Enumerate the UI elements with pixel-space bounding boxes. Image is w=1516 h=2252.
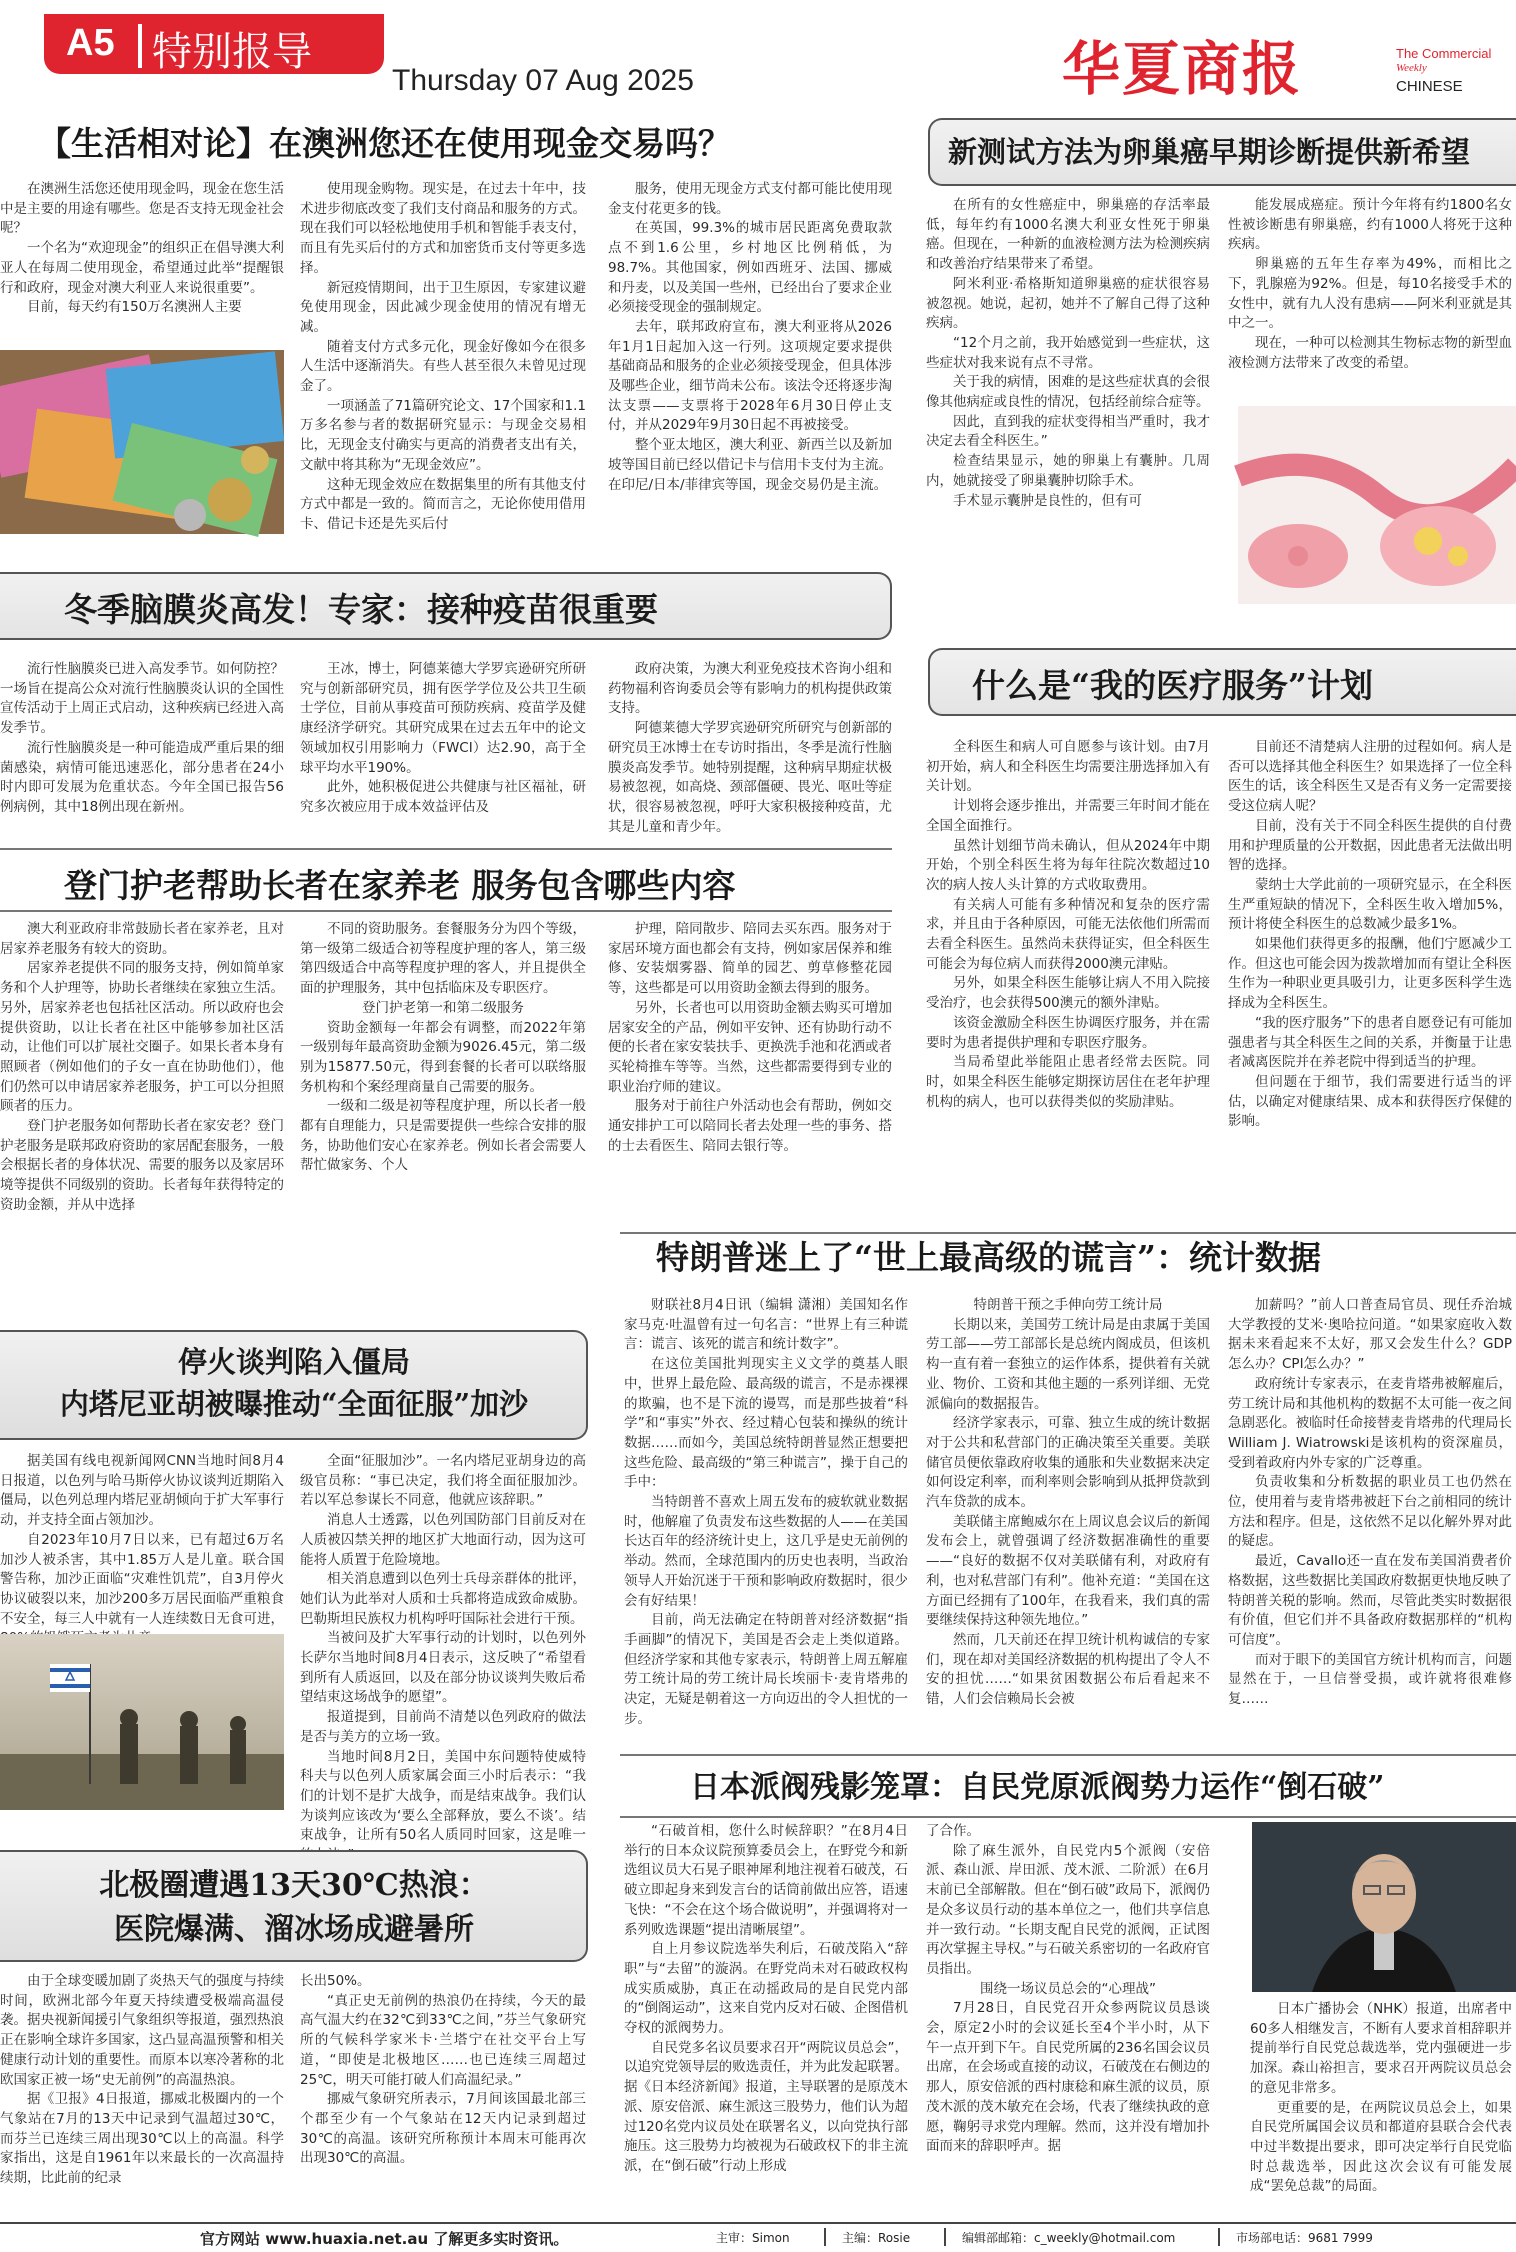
article-stats-title: 特朗普迷上了“世上最高级的谎言”：统计数据 <box>656 1238 1321 1277</box>
footer-editor: 主审：Simon <box>716 2231 790 2245</box>
paragraph: 长出50%。 <box>300 1973 371 1989</box>
paragraph: 现在，一种可以检测其生物标志物的新型血液检测方法带来了改变的希望。 <box>1228 334 1512 371</box>
paragraph: 登门护老第一和第二级服务 <box>362 999 524 1016</box>
paragraph: 如果他们获得更多的报酬，他们宁愿减少工作。但这也可能会因为拨款增加而有望让全科医生作为一种职业更具吸引力，让更多医科学生选择成为全科医生。 <box>1228 936 1512 1012</box>
paragraph: 登门护老服务如何帮助长者在家安老？登门护老服务是联邦政府资助的家居配套服务，一般会根据长者的身体状况、需要的服务以及家居环境等提供不同级别的资助。长者每年获得特定的资助金额，并从中选择 <box>0 1118 284 1213</box>
paragraph: 当地时间8月2日，美国中东问题特使威特科夫与以色列人质家属会面三小时后表示：“我们的计划不是扩大战争，而是结束战争。我们认为谈判应该改为‘要么全部释放，要么不谈’。结束战争，让所有50名人质同时回家，这是唯一 <box>300 1748 586 1844</box>
article-meningitis-col-3 <box>608 660 892 838</box>
paragraph: 在所有的女性癌症中，卵巢癌的存活率最低，每年约有1000名澳大利亚女性死于卵巢癌。但现在，一种新的血液检测方法为检测疾病和改善治疗结果带来了希望。 <box>926 197 1210 273</box>
paragraph: 这种无现金效应在数据集里的所有其他支付方式中都是一致的。简而言之，无论你使用借用卡、借记卡还是先买后付 <box>300 476 586 532</box>
paragraph: 在这位美国批判现实主义文学的奠基人眼中，世界上最危险、最高级的谎言，不是赤裸裸的欺骗，也不是下流的谩骂，而是那些披着“科学”和“事实”外衣、经过精心包装和操纵的统计数据……而如今，美国总统特朗普显然正想要把这些危险、最高级的“第三种谎言”，操于自己的手中： <box>624 1356 908 1491</box>
politician-photo <box>1252 1822 1516 1992</box>
article-homecare-rule-top <box>0 848 892 850</box>
paragraph: 整个亚太地区，澳大利亚、新西兰以及新加坡等国目前已经以借记卡与信用卡支付为主流。在印尼/日本/菲律宾等国，现金交易仍是主流。 <box>608 437 892 493</box>
ovary-illustration <box>1238 406 1516 604</box>
paragraph: 一级和二级是初等程度护理，所以长者一般都有自理能力，只是需要提供一些综合安排的服务，协助他们安心在家养老。例如长者会需要人帮忙做家务、个人 <box>300 1098 586 1174</box>
paragraph: 在澳洲生活您还使用现金吗，现金在您生活中是主要的用途有哪些。您是否支持无现金社会呢？ <box>0 181 284 237</box>
paragraph: 自上月参议院选举失利后，石破茂陷入“辞职”与“去留”的漩涡。在野党尚未对石破政权构成实质威胁，真正在动摇政局的是自民党内部的“倒阁运动”，这来自党内反对石破、企图借机夺权的派阀势力。 <box>624 1941 908 2037</box>
paragraph: 当局希望此举能阻止患者经常去医院。同时，如果全科医生能够定期探访居住在老年护理机构的病人，也可以获得类似的奖励津贴。 <box>926 1054 1210 1110</box>
paragraph: 当被问及扩大军事行动的计划时，以色列外长萨尔当地时间8月4日表示，这反映了“希望看到所有人质返回，以及在部分协议谈判失败后希望结束这场战争的愿望”。 <box>300 1630 586 1706</box>
article-medicare-title: 什么是“我的医疗服务”计划 <box>972 666 1373 705</box>
paragraph: 随着支付方式多元化，现金好像如今在很多人生活中逐渐消失。有些人甚至很久未曾见过现金了。 <box>300 338 586 395</box>
article-japan-rule-top <box>620 1754 1516 1756</box>
paragraph: 有关病人可能有多种情况和复杂的医疗需求，并且由于各种原因，可能无法依他们所需而去看全科医生。虽然尚未获得证实，但全科医生可能会为每位病人而获得2000澳元津贴。 <box>926 896 1210 972</box>
paragraph: 新冠疫情期间，出于卫生原因，专家建议避免使用现金，因此减少现金使用的情况有增无减。 <box>300 279 586 335</box>
paragraph: 虽然计划细节尚未确认，但从2024年中期开始，个别全科医生将为每年往院次数超过10次的病人按人头计算的方式收取费用。 <box>926 837 1210 893</box>
paragraph: 据《卫报》4日报道，挪威北极圈内的一个气象站在7月的13天中记录到气温超过30℃，而芬兰已连续三周出现30℃以上的高温。科学家指出，这是自1961年以来最长的一次高温持续期，比此前的纪录 <box>0 2091 284 2187</box>
paragraph: 全面“征服加沙”。一名内塔尼亚胡身边的高级官员称：“事已决定，我们将全面征服加沙。若以军总参谋长不同意，他就应该辞职。” <box>300 1453 586 1509</box>
paragraph: 围绕一场议员总会的“心理战” <box>980 1980 1156 1997</box>
paragraph: 美联储主席鲍威尔在上周议息会议后的新闻发布会上，就曾强调了经济数据准确性的重要——“良好的数据不仅对美联储有利，对政府有利，也对私营部门有利”。他补充道：“美国在这方面已经拥有了100年，在我看来，我们真的需要继续保持这种领先地位。” <box>926 1513 1210 1629</box>
paragraph: 最近，Cavallo还一直在发布美国消费者价格数据，这些数据比美国政府数据更快地反映了特朗普关税的影响。然而，尽管此类实时数据很有价值，但它们并不具备政府数据那样的“机构可信度”。 <box>1228 1553 1512 1648</box>
article-ovarian-col-2 <box>1228 196 1512 396</box>
paragraph: 另外，长者也可以用资助金额去购买可增加居家安全的产品，例如平安钟、还有协助行动不便的长者在家安装扶手、更换洗手池和花洒或者买轮椅推车等等。当然，这些都需要得到专业的职业治疗师的建议。 <box>608 999 892 1095</box>
article-japan-col-2 <box>926 1822 1210 2216</box>
paragraph: 自民党多名议员要求召开“两院议员总会”，以追究党领导层的败选责任，并为此发起联署。据《日本经济新闻》报道，主导联署的是原茂木派、原安倍派、麻生派这三股势力，他们认为超过120名党内议员处在联署名义，以向党执行部施压。这三股势力均被视为石破政权下的非主流派，在“倒石破”行动上形成 <box>624 2039 908 2174</box>
paragraph: 长期以来，美国劳工统计局是由隶属于美国劳工部——劳工部部长是总统内阁成员，但该机构一直有着一套独立的运作体系，提供着有关就业、物价、工资和其他主题的一系列详细、无党派偏向的数据报告。 <box>926 1316 1210 1412</box>
paragraph: 挪威气象研究所表示，7月间该国最北部三个郡至少有一个气象站在12天内记录到超过30℃的高温。该研究所称预计本周末可能再次出现30℃的高温。 <box>300 2091 586 2167</box>
paragraph: 除了麻生派外，自民党内5个派阀（安倍派、森山派、岸田派、茂木派、二阶派）在6月末前已全部解散。但在“倒石破”政局下，派阀仍是众多议员行动的基本单位之一，他们共享信息并一致行动。“长期支配自民党的派阀，正试图再次掌握主导权。”与石破关系密切的一名政府官员指出。 <box>926 1842 1210 1977</box>
footer-email: 编辑部邮箱：c_weekly@hotmail.com <box>962 2231 1176 2245</box>
paragraph: 卵巢癌的五年生存率为49%，而相比之下，乳腺癌为92%。但是，每10名接受手术的女性中，就有九人没有患病——阿米利亚就是其中之一。 <box>1228 256 1512 332</box>
section-page-number: A5 <box>66 22 115 64</box>
paragraph: 政府统计专家表示，在麦肯塔弗被解雇后，劳工统计局和其他机构的数据不太可能一夜之间急剧恶化。被临时任命接替麦肯塔弗的代理局长William J. Wiatrowski是该机构的资深雇员，受到着政府内外专家的广泛尊重。 <box>1228 1375 1512 1471</box>
paragraph: 特朗普干预之手伸向劳工统计局 <box>973 1297 1163 1313</box>
paragraph: 检查结果显示，她的卵巢上有囊肿。几周内，她就接受了卵巢囊肿切除手术。 <box>926 453 1210 489</box>
masthead-en-1: The Commercial <box>1396 46 1492 61</box>
paragraph: 该资金激励全科医生协调医疗服务，并在需要时为患者提供护理和专职医疗服务。 <box>926 1014 1210 1051</box>
soldiers-photo <box>0 1634 284 1810</box>
paragraph: 流行性脑膜炎是一种可能造成严重后果的细菌感染，病情可能迅速恶化，部分患者在24小时内即可发展为危重状态。今年全国已报告56例病例，其中18例出现在新州。 <box>0 739 284 815</box>
paragraph: 然而，几天前还在捍卫统计机构诚信的专家们，现在却对美国经济数据的机构提出了令人不安的担忧……“如果贫困数据公布后看起来不错，人们会信赖局长会被 <box>926 1631 1210 1708</box>
article-medicare-col-2 <box>1228 738 1512 1316</box>
masthead-logo <box>1062 22 1502 102</box>
paragraph: 流行性脑膜炎已进入高发季节。如何防控？一场旨在提高公众对流行性脑膜炎认识的全国性宣传活动于上周正式启动，这种疾病已经进入高发季节。 <box>0 661 284 737</box>
footer-website: 官方网站 www.huaxia.net.au 了解更多实时资讯。 <box>200 2230 569 2248</box>
paragraph: 计划将会逐步推出，并需要三年时间才能在全国全面推行。 <box>926 798 1210 834</box>
paragraph: 澳大利亚政府非常鼓励长者在家养老，且对居家养老服务有较大的资助。 <box>0 921 284 957</box>
paragraph: 目前，尚无法确定在特朗普对经济数据“指手画脚”的情况下，美国是否会走上类似道路。但经济学家和其他专家表示，特朗普上周五解雇劳工统计局的劳工统计局长埃丽卡·麦肯塔弗的决定，无疑是朝着这一方向迈出的令人担忧的一步。 <box>624 1612 908 1727</box>
section-name: 特别报导 <box>152 29 312 75</box>
article-cash-col-1 <box>0 180 284 340</box>
article-heat-title-1: 北极圈遭遇13天30℃热浪： <box>99 1868 489 1903</box>
paragraph: 一个名为“欢迎现金”的组织正在倡导澳大利亚人在每周二使用现金，希望通过此举“提醒银行和政府，现金对澳大利亚人来说很重要”。 <box>0 240 284 296</box>
ovary-drawing <box>1238 406 1516 604</box>
paragraph: 自2023年10月7日以来，已有超过6万名加沙人被杀害，其中1.85万人是儿童。联合国警告称，加沙正面临“灾难性饥荒”，自3月停火协议破裂以来，加沙200多万居民面临严重粮食不安全，每三人中就有一人连续数日无食可进， <box>0 1531 284 1627</box>
article-japan-title: 日本派阀残影笼罩：自民党原派阀势力运作“倒石破” <box>690 1770 1385 1805</box>
paragraph: 因此，直到我的症状变得相当严重时，我才决定去看全科医生。” <box>926 413 1210 450</box>
paragraph: “我的医疗服务”下的患者自愿登记有可能加强患者与其全科医生之间的关系，并衡量于让患者减离医院并在养老院中得到适当的护理。 <box>1228 1014 1512 1071</box>
footer-phone: 市场部电话：9681 7999 <box>1236 2231 1373 2245</box>
paragraph: “真正史无前例的热浪仍在持续，今天的最高气温大约在32℃到33℃之间，”芬兰气象研究所的气候科学家米卡·兰塔宁在社交平台上写道，“即使是北极地区……也已连续三周超过25℃，明天可能打破人们高温纪录。” <box>300 1992 586 2088</box>
banknotes-photo <box>0 350 284 534</box>
paragraph: 在英国，99.3%的城市居民距离免费取款点不到1.6公里，乡村地区比例稍低，为98.7%。其他国家，例如西班牙、法国、挪威和丹麦，以及美国一些州，已经出台了要求企业必须接受现金的强制规定。 <box>608 220 892 316</box>
article-medicare-col-1 <box>926 738 1210 1316</box>
paragraph: 目前，每天约有150万名澳洲人主要 <box>27 299 242 316</box>
paragraph: 加薪吗？”前人口普查局官员、现任乔治城大学教授的艾米·奥哈拉问道。“如果家庭收入数据未来看起来不太好，那又会发生什么？GDP怎么办？CPI怎么办？” <box>1228 1297 1512 1373</box>
article-japan-rule-bottom <box>620 1816 1516 1818</box>
article-stats-col-1 <box>624 1296 908 1727</box>
article-stats-col-3 <box>1228 1296 1512 1708</box>
paragraph: 使用现金购物。现实是，在过去十年中，技术进步彻底改变了我们支付商品和服务的方式。现在我们可以轻松地使用手机和智能手表支付，而且有先买后付的方式和加密货币支付等更多选择。 <box>300 181 586 276</box>
article-homecare-title: 登门护老帮助长者在家养老 服务包含哪些内容 <box>64 866 736 905</box>
paragraph: 服务，使用无现金方式支付都可能比使用现金支付花更多的钱。 <box>608 181 892 217</box>
article-homecare-rule-bottom <box>0 910 892 912</box>
paragraph: 目前还不清楚病人注册的过程如何。病人是否可以选择其他全科医生？如果选择了一位全科医生的话，该全科医生又是否有义务一定需要接受这位病人呢？ <box>1228 739 1512 815</box>
article-gaza-title-2: 内塔尼亚胡被曝推动“全面征服”加沙 <box>59 1387 529 1421</box>
paragraph: 报道提到，目前尚不清楚以色列政府的做法是否与美方的立场一致。 <box>300 1709 586 1745</box>
paragraph: 去年，联邦政府宣布，澳大利亚将从2026年1月1日起加入这一行列。这项规定要求提供基础商品和服务的企业必须接受现金，但具体涉及哪些企业，细节尚未公布。该法令还将逐步淘汰支票——支票将于2028年6月30日停止支付，并从2029年9月30日起不再被接受。 <box>608 318 892 434</box>
footer-chief: 主编：Rosie <box>842 2231 911 2245</box>
politician-drawing <box>1252 1822 1516 1992</box>
article-meningitis-title: 冬季脑膜炎高发！专家：接种疫苗很重要 <box>64 590 658 629</box>
paragraph: 全科医生和病人可自愿参与该计划。由7月初开始，病人和全科医生均需要注册选择加入有关计划。 <box>926 739 1210 795</box>
masthead-cn: 华夏商报 <box>1062 35 1303 103</box>
paragraph: 资助金额每一年都会有调整，而2022年第一级别每年最高资助金额为9026.45元，第二级别为15877.50元，得到套餐的长者可以联络服务机构和个案经理商量自己需要的服务。 <box>300 1019 586 1095</box>
section-divider <box>138 24 142 68</box>
article-ovarian-col-1 <box>926 196 1210 606</box>
paragraph: 当特朗普不喜欢上周五发布的疲软就业数据时，他解雇了负责发布这些数据的人——在美国长达百年的经济统计史上，这几乎是史无前例的举动。然而，全球范围内的历史也表明，当政治领导人开始沉迷于干预和影响政府数据时，很少会有好结果！ <box>624 1494 908 1609</box>
article-ovarian-title: 新测试方法为卵巢癌早期诊断提供新希望 <box>948 135 1471 169</box>
paragraph: 另外，如果全科医生能够让病人不用入院接受治疗，也会获得500澳元的额外津贴。 <box>926 975 1210 1012</box>
article-japan-col-1 <box>624 1822 908 2216</box>
footer-sep-1 <box>824 2228 826 2246</box>
paragraph: 经济学家表示，可靠、独立生成的统计数据对于公共和私营部门的正确决策至关重要。美联储官员便依靠政府收集的通胀和失业数据来决定如何设定利率，而利率则会影响到从抵押贷款到汽车贷款的成本。 <box>926 1415 1210 1511</box>
paragraph: 更重要的是，在两院议员总会上，如果自民党所属国会议员和都道府县联合会代表中过半数提出要求，即可决定举行自民党临时总裁选举，因此这次会议有可能发展成“罢免总裁”的局面。 <box>1250 2099 1512 2195</box>
article-cash-col-2 <box>300 180 586 530</box>
paragraph: 目前，没有关于不同全科医生提供的自付费用和护理质量的公开数据，因此患者无法做出明智的选择。 <box>1228 817 1512 874</box>
article-homecare-col-2 <box>300 920 586 1316</box>
paragraph: 而对于眼下的美国官方统计机构而言，问题显然在于，一旦信誉受损，或许就将很难修复…… <box>1228 1651 1512 1708</box>
photo-caption: 日本广播协会（NHK）报道，出席者中60多人相继发言，不断有人要求首相辞职并提前举行自民党总裁选举，党内强硬进一步加深。森山裕担言，要求召开两院议员总会的意见非常多。 <box>1250 2001 1512 2096</box>
soldiers-drawing <box>0 1634 284 1810</box>
paragraph: 居家养老提供不同的服务支持，例如简单家务和个人护理等，协助长者继续在家独立生活。另外，居家养老也包括社区活动。所以政府也会提供资助，以让长者在社区中能够参加社区活动，让他们可以扩展社交圈子。如果长者本身有照顾者（例如他们的子女一直在协助他们），他们仍然可以申请居家养老服务，护工可以分担照顾者的压力。 <box>0 960 284 1115</box>
article-meningitis-col-2 <box>300 660 586 838</box>
paragraph: 能发展成癌症。预计今年将有约1800名女性被诊断患有卵巢癌，约有1000人将死于这种疾病。 <box>1228 197 1512 253</box>
masthead-en-2: Weekly <box>1396 62 1427 74</box>
article-heat-col-1 <box>0 1972 284 2216</box>
footer-sep-2 <box>944 2228 946 2246</box>
footer-sep-3 <box>1218 2228 1220 2246</box>
issue-date: Thursday 07 Aug 2025 <box>392 64 694 97</box>
paragraph: 蒙纳士大学此前的一项研究显示，在全科医生严重短缺的情况下，全科医生收入增加5%，预计将使全科医生的总数减少最多1%。 <box>1228 876 1512 933</box>
paragraph: 由于全球变暖加剧了炎热天气的强度与持续时间，欧洲北部今年夏天持续遭受极端高温侵袭。据央视新闻援引气象组织等报道，强烈热浪正在影响全球许多国家，这凸显高温预警和相关健康行动计划的重要性。而原本以寒冷著称的北欧国家正被一场“史无前例”的高温热浪。 <box>0 1973 284 2088</box>
paragraph: 此外，她积极促进公共健康与社区福祉，研究多次被应用于成本效益评估及 <box>300 779 586 815</box>
paragraph: 政府决策，为澳大利亚免疫技术咨询小组和药物福利咨询委员会等有影响力的机构提供政策支持。 <box>608 661 892 717</box>
footer-rule <box>0 2222 1516 2224</box>
article-gaza-col-1-body <box>0 1452 284 1627</box>
paragraph: 相关消息遭到以色列士兵母亲群体的批评，她们认为此举对人质和士兵都将造成致命威胁。巴勒斯坦民族权力机构呼吁国际社会进行干预。 <box>300 1571 586 1627</box>
paragraph: 手术显示囊肿是良性的，但有可 <box>953 492 1142 509</box>
paragraph: 关于我的病情，困难的是这些症状真的会很像其他病症或良性的情况，包括经前综合症等。 <box>926 374 1210 411</box>
article-japan-col-3 <box>1250 2000 1512 2216</box>
paragraph: 阿米利亚·希格斯知道卵巢癌的症状很容易被忽视。她说，起初，她并不了解自己得了这种疾病。 <box>926 275 1210 332</box>
article-heat-col-2 <box>300 1972 586 2216</box>
paragraph: 王冰，博士，阿德莱德大学罗宾逊研究所研究与创新部研究员，拥有医学学位及公共卫生硕士学位，目前从事疫苗可预防疾病、疫苗学及健康经济学研究。其研究成果在过去五年中的论文领域加权引用影响力（FWCI）达2.90，高于全球平均水平190%。 <box>300 661 586 776</box>
article-cash-col-3 <box>608 180 892 530</box>
paragraph: “石破首相，您什么时候辞职？”在8月4日举行的日本众议院预算委员会上，在野党今和新选组议员大石晃子眼神犀利地注视着石破茂，石破立即起身来到发言台的话筒前做出应答，语速飞快：“不会在这个场合做说明”，并强调将对一系列败选课题“提出清晰展望”。 <box>624 1823 908 1938</box>
banknotes-illustration <box>0 350 284 534</box>
paragraph: 7月28日，自民党召开众参两院议员恳谈会，原定2小时的会议延长至4个半小时，从下午一点开到下午。自民党所属的236名国会议员出席，在会场或直接的动议，石破茂在右侧边的那人，原安倍派的西村康稔和麻生派的议员，原茂木派的茂木敏充在会场，代表了继续执政的意愿，鞠躬寻求党内理解。然而，这并没有增加扑面而来的辞职呼声。据 <box>926 2000 1210 2155</box>
paragraph: 服务对于前往户外活动也会有帮助，例如交通安排护工可以陪同长者去处理一些的事务、搭的士去看医生、陪同去银行等。 <box>608 1098 892 1154</box>
article-meningitis-col-1 <box>0 660 284 838</box>
paragraph: 负责收集和分析数据的职业员工也仍然在位，使用着与麦肯塔弗被赶下台之前相同的统计方法和程序。但是，这依然不足以化解外界对此的疑虑。 <box>1228 1474 1512 1550</box>
article-gaza-col-2 <box>300 1452 586 1844</box>
paragraph: 但问题在于细节，我们需要进行适当的评估，以确定对健康结果、成本和获得医疗保健的影响。 <box>1228 1073 1512 1130</box>
paragraph: 消息人士透露，以色列国防部门目前反对在人质被囚禁关押的地区扩大地面行动，因为这可能将人质置于危险境地。 <box>300 1512 586 1568</box>
article-stats-col-2 <box>926 1296 1210 1708</box>
paragraph: 财联社8月4日讯（编辑 潇湘）美国知名作家马克·吐温曾有过一句名言：“世界上有三种谎言：谎言、该死的谎言和统计数字”。 <box>624 1297 908 1353</box>
article-cash-title: 【生活相对论】在澳洲您还在使用现金交易吗？ <box>38 124 731 163</box>
paragraph: 据美国有线电视新闻网CNN当地时间8月4日报道，以色列与哈马斯停火协议谈判近期陷入僵局，以色列总理内塔尼亚胡倾向于扩大军事行动，并支持全面占领加沙。 <box>0 1453 284 1529</box>
article-gaza-title-1: 停火谈判陷入僵局 <box>177 1345 410 1379</box>
paragraph: 不同的资助服务。套餐服务分为四个等级，第一级第二级适合初等程度护理的客人，第三级第四级适合中高等程度护理的客人，并且提供全面的护理服务，其中包括临床及专职医疗。 <box>300 921 586 997</box>
masthead-en-3: CHINESE <box>1396 78 1463 95</box>
paragraph: 阿德莱德大学罗宾逊研究所研究与创新部的研究员王冰博士在专访时指出，冬季是流行性脑膜炎高发季节。她特别提醒，这种病早期症状极易被忽视，如高烧、颈部僵硬、畏光、呕吐等症状，很容易被忽视，呼吁大家积极接种疫苗，尤其是儿童和青少年。 <box>608 720 892 835</box>
article-heat-title-2: 医院爆满、溜冰场成避暑所 <box>114 1912 474 1947</box>
paragraph: 了合作。 <box>926 1823 980 1839</box>
article-homecare-col-1 <box>0 920 284 1316</box>
paragraph: 一项涵盖了71篇研究论文、17个国家和1.1万多名参与者的数据研究显示：与现金交易相比，无现金支付确实与更高的消费者支出有关，文献中将其称为“无现金效应”。 <box>300 397 586 473</box>
paragraph: 护理，陪同散步、陪同去买东西。服务对于家居环境方面也都会有支持，例如家居保养和维修、安装烟雾器、简单的园艺、剪草修整花园等，这些都是可以用资助金额去得到的服务。 <box>608 921 892 997</box>
paragraph: “12个月之前，我开始感觉到一些症状，这些症状对我来说有点不寻常。 <box>926 334 1210 371</box>
